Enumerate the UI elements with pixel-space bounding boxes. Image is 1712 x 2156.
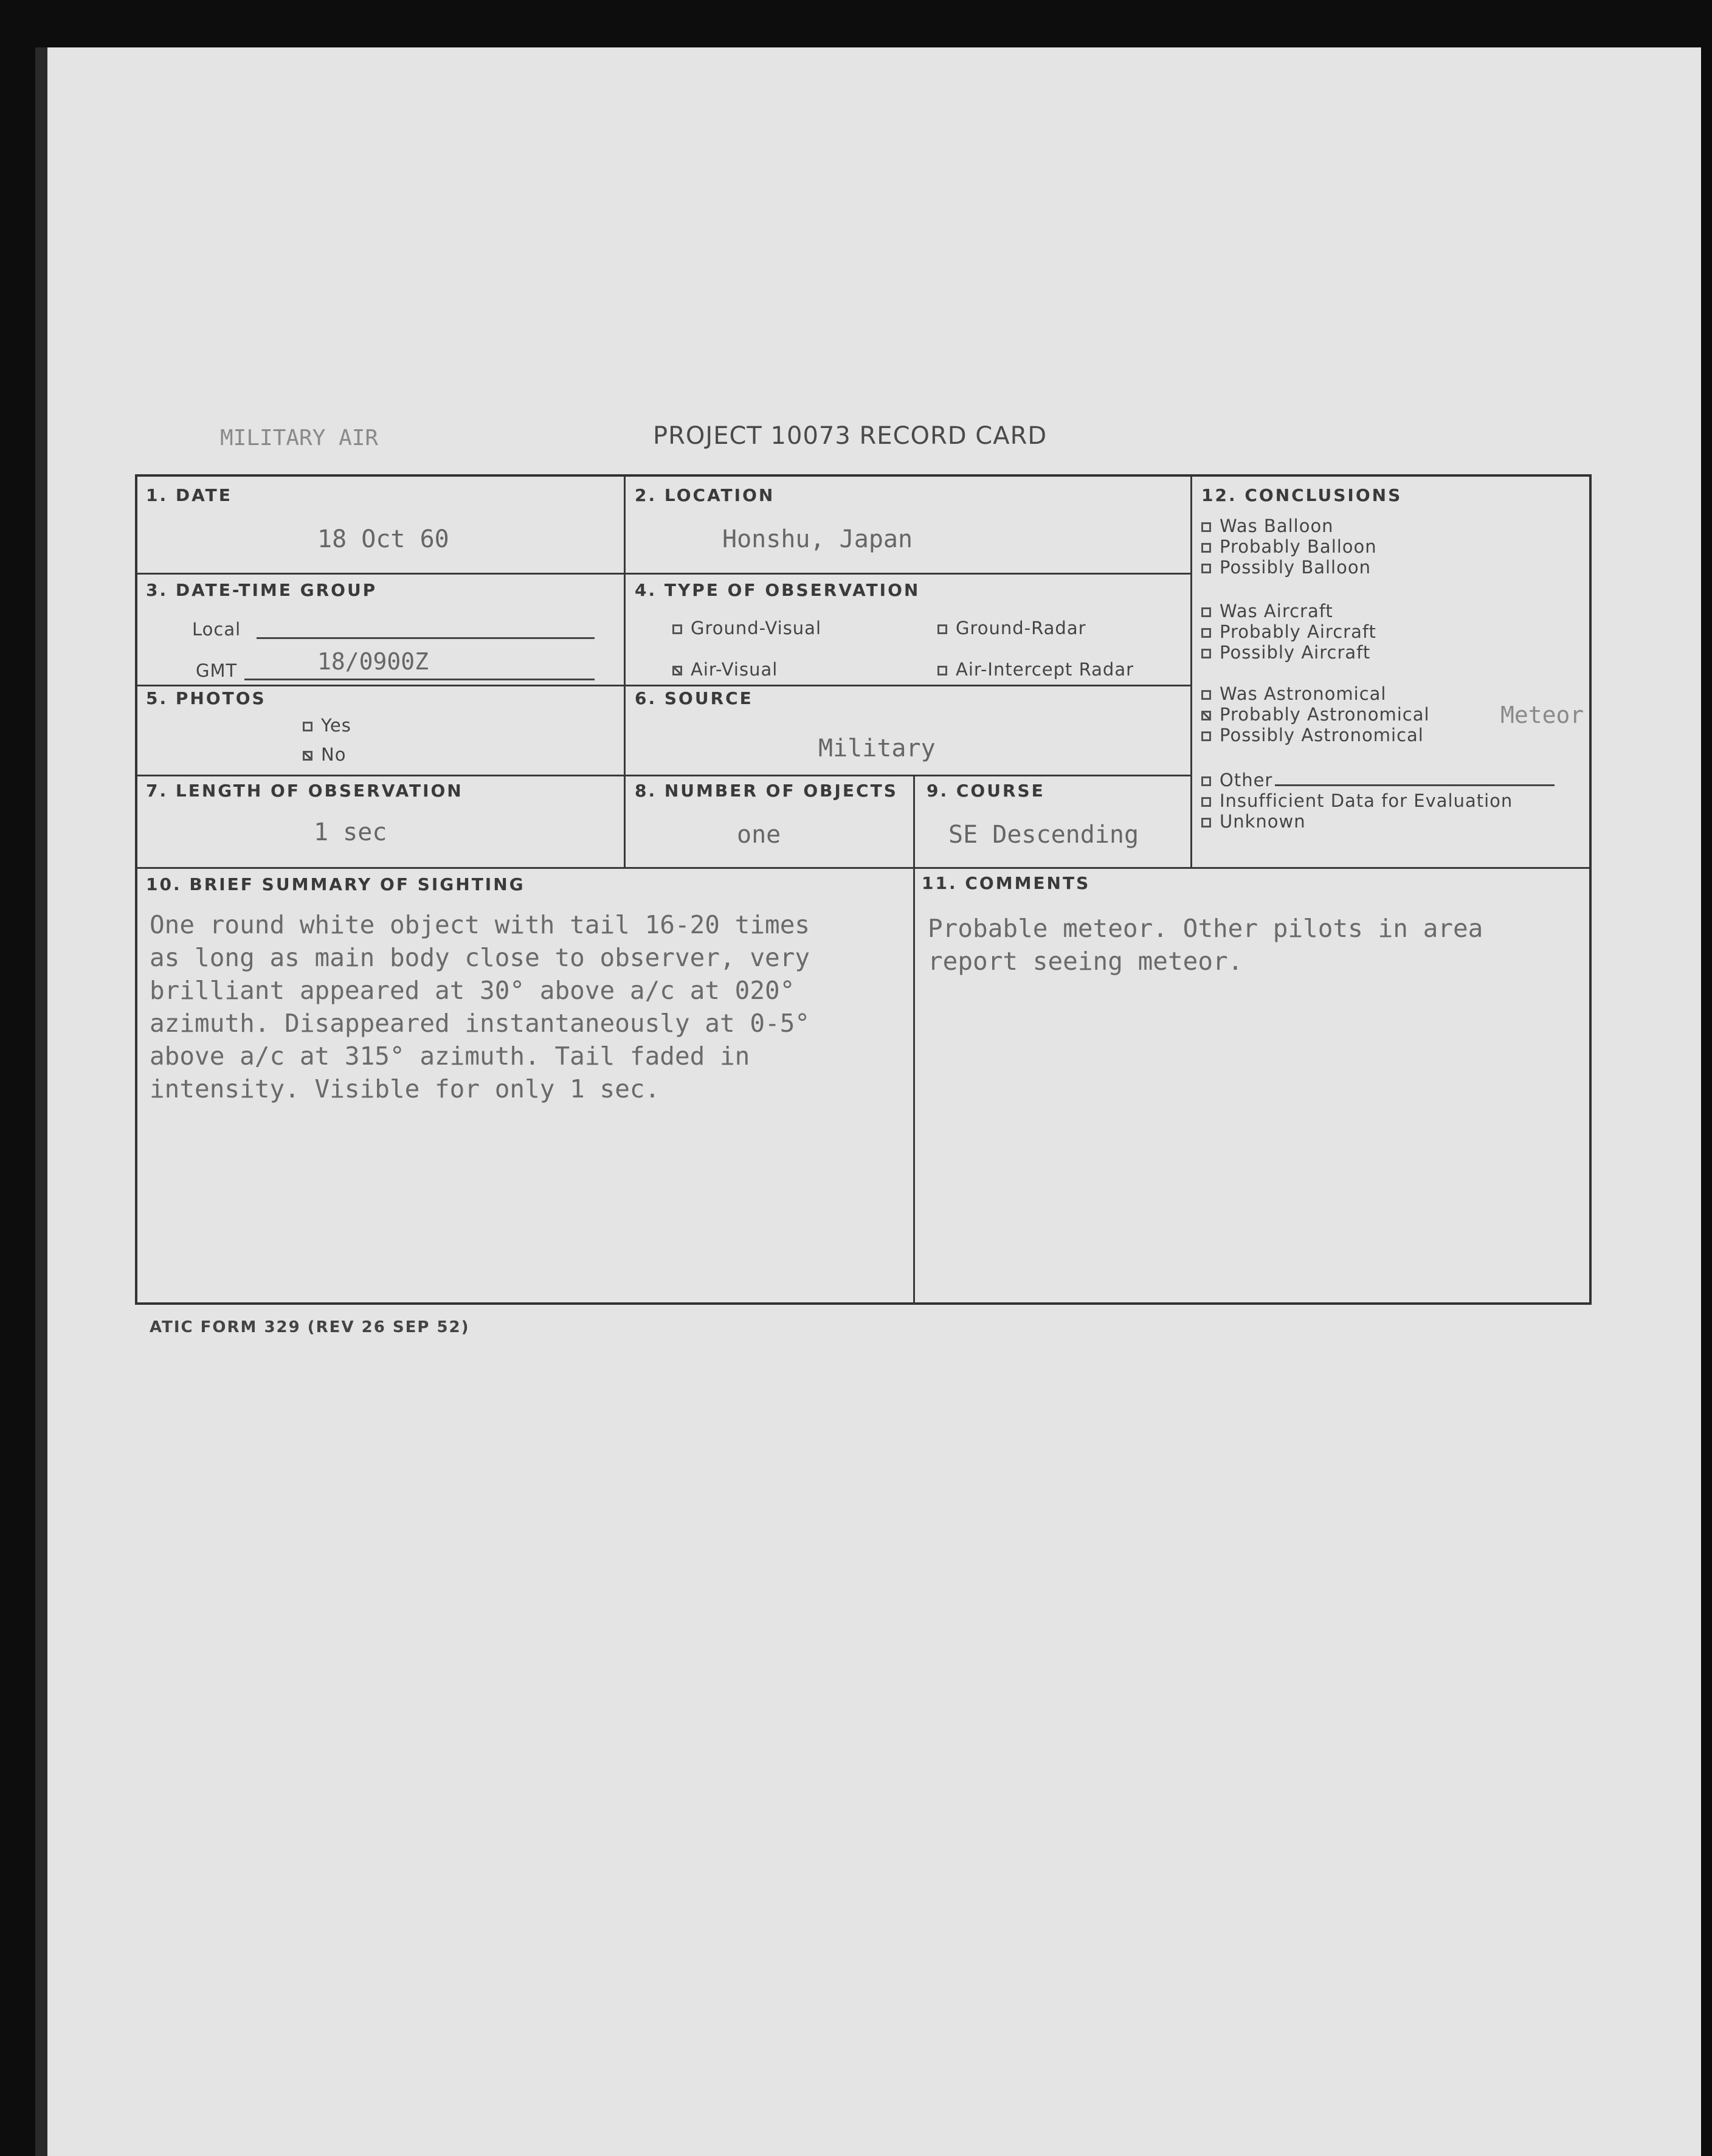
checkbox-photos-no (303, 751, 312, 761)
comments-line: report seeing meteor. (928, 947, 1243, 976)
conclusion-other: Other (1201, 770, 1555, 790)
location-label: 2. LOCATION (635, 485, 775, 505)
scan-border-left (35, 47, 47, 2156)
checkbox-ground-radar (937, 624, 947, 634)
date-value: 18 Oct 60 (317, 525, 449, 553)
length-value: 1 sec (314, 818, 387, 846)
conclusion-was-balloon: Was Balloon (1201, 516, 1334, 536)
summary-line: One round white object with tail 16-20 times (150, 910, 810, 939)
gmt-label: GMT (196, 660, 238, 681)
course-label: 9. COURSE (927, 781, 1045, 801)
option-ground-radar: Ground-Radar (937, 618, 1086, 638)
checkbox-photos-yes (303, 722, 312, 731)
number-objects-label: 8. NUMBER OF OBJECTS (635, 781, 898, 801)
conclusion-probably-astronomical: Probably Astronomical (1201, 704, 1430, 725)
local-field-line (257, 637, 595, 639)
comments-line: Probable meteor. Other pilots in area (928, 914, 1483, 943)
summary-line: azimuth. Disappeared instantaneously at 0-5° (150, 1009, 810, 1038)
conclusion-possibly-balloon: Possibly Balloon (1201, 557, 1371, 578)
conclusion-possibly-aircraft: Possibly Aircraft (1201, 642, 1370, 663)
conclusion-unknown: Unknown (1201, 811, 1306, 832)
location-value: Honshu, Japan (722, 525, 913, 553)
checkbox-air-visual (672, 666, 682, 675)
scan-border-top (0, 0, 1712, 47)
conclusion-possibly-astronomical: Possibly Astronomical (1201, 725, 1424, 745)
military-air-stamp: MILITARY AIR (220, 426, 379, 451)
comments-text (928, 912, 1483, 978)
card-title: PROJECT 10073 RECORD CARD (653, 422, 1048, 450)
source-value: Military (818, 734, 936, 762)
conclusions-label: 12. CONCLUSIONS (1201, 485, 1403, 505)
dtg-label: 3. DATE-TIME GROUP (146, 580, 378, 600)
comments-label: 11. COMMENTS (922, 873, 1091, 893)
summary-line: intensity. Visible for only 1 sec. (150, 1074, 660, 1104)
record-card (135, 474, 1592, 1305)
summary-line: above a/c at 315° azimuth. Tail faded in (150, 1042, 750, 1071)
summary-text (150, 908, 810, 1105)
option-ground-visual: Ground-Visual (672, 618, 821, 638)
checkbox-ground-visual (672, 624, 682, 634)
length-label: 7. LENGTH OF OBSERVATION (146, 781, 463, 801)
gmt-value: 18/0900Z (317, 648, 429, 675)
date-label: 1. DATE (146, 485, 232, 505)
number-objects-value: one (737, 821, 781, 849)
local-label: Local (192, 619, 241, 640)
type-observation-label: 4. TYPE OF OBSERVATION (635, 580, 920, 600)
photos-yes: Yes (303, 715, 351, 736)
course-value: SE Descending (948, 821, 1139, 849)
source-label: 6. SOURCE (635, 688, 753, 708)
form-id: ATIC FORM 329 (REV 26 SEP 52) (150, 1318, 470, 1336)
gmt-field-line (244, 679, 595, 680)
conclusion-was-aircraft: Was Aircraft (1201, 601, 1333, 621)
checkbox-air-intercept-radar (937, 666, 947, 675)
conclusion-probably-aircraft: Probably Aircraft (1201, 621, 1376, 642)
conclusion-annotation: Meteor (1500, 702, 1584, 728)
conclusion-was-astronomical: Was Astronomical (1201, 683, 1386, 704)
conclusion-insufficient-data: Insufficient Data for Evaluation (1201, 790, 1513, 811)
photos-no: No (303, 744, 346, 765)
photos-label: 5. PHOTOS (146, 688, 266, 708)
summary-line: brilliant appeared at 30° above a/c at 020° (150, 976, 795, 1005)
conclusion-probably-balloon: Probably Balloon (1201, 536, 1377, 557)
option-air-visual: Air-Visual (672, 659, 778, 680)
option-air-intercept-radar: Air-Intercept Radar (937, 659, 1134, 680)
summary-line: as long as main body close to observer, very (150, 943, 810, 972)
summary-label: 10. BRIEF SUMMARY OF SIGHTING (146, 874, 525, 894)
